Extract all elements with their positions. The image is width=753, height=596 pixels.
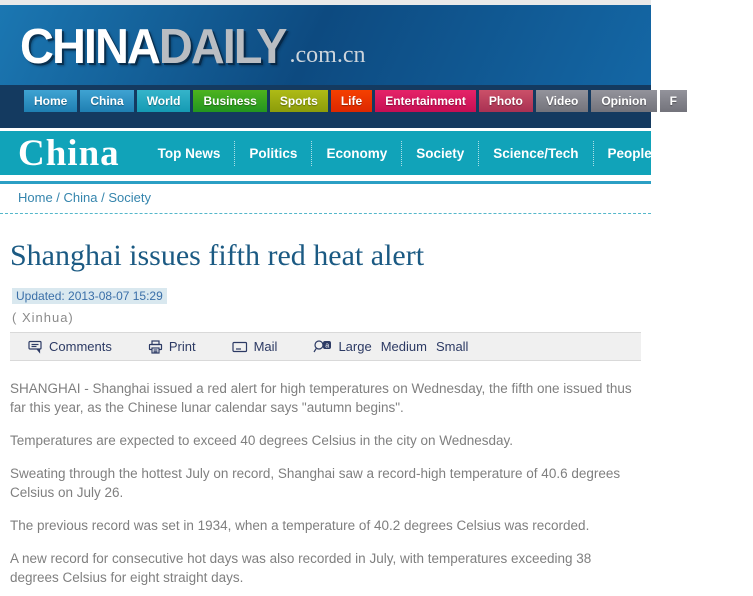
article-paragraph: Sweating through the hottest July on record, Shanghai saw a record-high temperature of 40.6 degrees Celsius on July 26. — [10, 466, 621, 500]
main-nav-tabs — [24, 90, 678, 112]
printer-icon — [148, 340, 163, 354]
font-size-magnifier-icon — [313, 339, 332, 354]
section-item-economy[interactable]: Economy — [312, 141, 402, 166]
print-label: Print — [168, 339, 196, 354]
article-paragraph: A new record for consecutive hot days was also recorded in July, with temperatures exceeding 38 degrees Celsius for eight straight days. — [10, 551, 592, 585]
article-toolbar — [10, 332, 641, 361]
main-navigation — [0, 85, 678, 128]
font-size-small[interactable]: Small — [435, 339, 469, 354]
font-size-control — [313, 339, 468, 354]
section-title-china[interactable]: China — [18, 132, 120, 174]
section-menu — [144, 141, 753, 166]
print-button[interactable] — [148, 339, 196, 354]
nav-tab-world[interactable]: World — [137, 90, 191, 112]
nav-tab-entertainment[interactable]: Entertainment — [375, 90, 476, 112]
mail-button[interactable] — [232, 339, 278, 354]
page-title: Shanghai issues fifth red heat alert — [10, 239, 425, 272]
nav-tab-life[interactable]: Life — [331, 90, 372, 112]
article-body — [10, 361, 641, 587]
comments-icon — [28, 340, 43, 353]
section-item-people[interactable]: People — [594, 141, 667, 166]
article-content — [0, 239, 651, 587]
updated-timestamp: Updated: 2013-08-07 15:29 — [12, 288, 167, 304]
mail-label: Mail — [253, 339, 278, 354]
nav-tab-opinion[interactable]: Opinion — [591, 90, 656, 112]
nav-tab-home[interactable]: Home — [24, 90, 77, 112]
article-paragraph: SHANGHAI - Shanghai issued a red alert for high temperatures on Wednesday, the fifth one issued thus far this year, as the Chinese lunar calendar says "autumn begins". — [10, 381, 632, 415]
nav-tab-photo[interactable]: Photo — [479, 90, 533, 112]
comments-button[interactable] — [28, 339, 112, 354]
breadcrumb[interactable]: Home / China / Society — [0, 184, 651, 214]
font-size-medium[interactable]: Medium — [380, 339, 427, 354]
nav-tab-video[interactable]: Video — [536, 90, 588, 112]
section-item-politics[interactable]: Politics — [235, 141, 312, 166]
section-navigation — [0, 131, 739, 175]
logo-text-daily: DAILY — [158, 17, 286, 73]
section-item-society[interactable]: Society — [402, 141, 479, 166]
nav-tab-china[interactable]: China — [80, 90, 133, 112]
nav-tab-business[interactable]: Business — [193, 90, 266, 112]
logo-text-china: CHINA — [20, 17, 159, 73]
site-banner — [0, 5, 651, 85]
svg-text:a: a — [325, 342, 330, 350]
article-paragraph: The previous record was set in 1934, when a temperature of 40.2 degrees Celsius was recorded. — [10, 518, 590, 533]
section-item-science-tech[interactable]: Science/Tech — [479, 141, 593, 166]
font-size-options — [338, 339, 468, 354]
nav-tab-sports[interactable]: Sports — [270, 90, 328, 112]
nav-tab-forum-partial[interactable]: F — [660, 90, 687, 112]
logo-suffix: .com.cn — [289, 41, 366, 68]
article-paragraph: Temperatures are expected to exceed 40 degrees Celsius in the city on Wednesday. — [10, 433, 514, 448]
section-item-top-news[interactable]: Top News — [144, 141, 236, 166]
chinadaily-logo[interactable] — [20, 17, 366, 73]
font-size-large[interactable]: Large — [338, 339, 372, 354]
article-source: ( Xinhua) — [12, 310, 74, 325]
mail-icon — [232, 341, 248, 353]
comments-label: Comments — [49, 339, 112, 354]
section-item-china-scene-partial[interactable]: China Sc — [680, 145, 739, 161]
